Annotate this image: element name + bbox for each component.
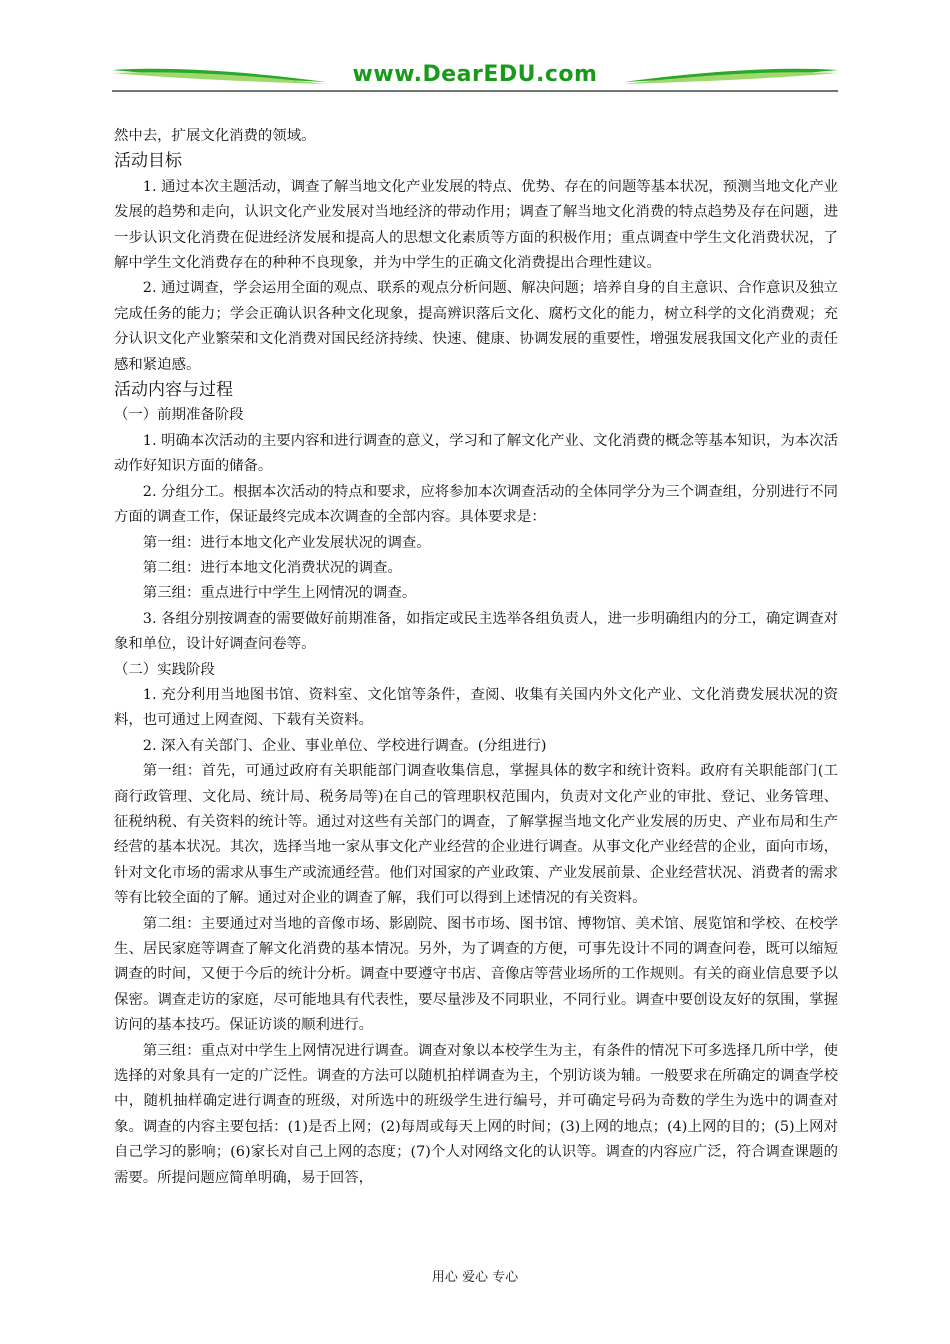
section-heading-process: 活动内容与过程 [114, 380, 233, 401]
paragraph: 第一组：进行本地文化产业发展状况的调查。 [142, 534, 431, 551]
subsection-heading: （二）实践阶段 [114, 661, 215, 678]
paragraph: 1. 充分利用当地图书馆、资料室、文化馆等条件，查阅、收集有关国内外文化产业、文化消费发展状况的资料，也可通过上网查阅、下载有关资料。 [114, 686, 838, 729]
section-heading-goals: 活动目标 [114, 151, 182, 172]
paragraph: 3. 各组分别按调查的需要做好前期准备，如指定或民主选举各组负责人，进一步明确组内的分工，确定调查对象和单位，设计好调查问卷等。 [114, 610, 838, 653]
paragraph: 第一组：首先，可通过政府有关职能部门调查收集信息，掌握具体的数字和统计资料。政府有关职能部门(工商行政管理、文化局、统计局、税务局等)在自己的管理职权范围内，负责对文化产业的审批、登记、业务管理、征税纳税、有关资料的统计等。通过对这些有关部门的调查，了解掌握当地文化产业发展的历史、产业布局和生产经营的基本状况。其次，选择当地一家从事文化产业经营的企业进行调查。从事文化产业经营的企业，面向市场，针对文化市场的需求从事生产或流通经营。他们对国家的产业政策、产业发展前景、企业经营状况、消费者的需求等有比较全面的了解。通过对企业的调查了解，我们可以得到上述情况的有关资料。 [114, 763, 838, 907]
paragraph: 第三组：重点进行中学生上网情况的调查。 [142, 585, 417, 602]
paragraph: 然中去，扩展文化消费的领域。 [114, 128, 316, 144]
page-header [112, 60, 838, 94]
document-body [114, 124, 838, 1191]
paragraph: 第三组：重点对中学生上网情况进行调查。调查对象以本校学生为主，有条件的情况下可多选择几所中学，使选择的对象具有一定的广泛性。调查的方法可以随机拍样调查为主，个别访谈为辅。一般要求在所确定的调查学校中，随机抽样确定进行调查的班级，对所选中的班级学生进行编号，并可确定号码为奇数的学生为选中的调查对象。调查的内容主要包括：(1)是否上网；(2)每周或每天上网的时间；(3)上网的地点；(4)上网的目的；(5)上网对自己学习的影响；(6)家长对自己上网的态度；(7)个人对网络文化的认识等。调查的内容应广泛，符合调查课题的需要。所提问题应简单明确，易于回答， [114, 1042, 838, 1186]
paragraph: 2. 分组分工。根据本次活动的特点和要求，应将参加本次调查活动的全体同学分为三个调查组，分别进行不同方面的调查工作，保证最终完成本次调查的全部内容。具体要求是： [114, 483, 838, 526]
site-logo: www.DearEDU.com [352, 62, 598, 87]
paragraph: 1. 明确本次活动的主要内容和进行调查的意义，学习和了解文化产业、文化消费的概念等基本知识，为本次活动作好知识方面的储备。 [114, 432, 838, 475]
page-footer: 用心 爱心 专心 [431, 1270, 519, 1285]
paragraph: 第二组：进行本地文化消费状况的调查。 [142, 559, 402, 576]
paragraph: 第二组：主要通过对当地的音像市场、影剧院、图书市场、图书馆、博物馆、美术馆、展览馆和学校、在校学生、居民家庭等调查了解文化消费的基本情况。另外，为了调查的方便，可事先设计不同的调查问卷，既可以缩短调查的时间，又便于今后的统计分析。调查中要遵守书店、音像店等营业场所的工作规则。有关的商业信息要予以保密。调查走访的家庭，尽可能地具有代表性，要尽量涉及不同职业，不同行业。调查中要创设友好的氛围，掌握访问的基本技巧。保证访谈的顺利进行。 [114, 915, 838, 1034]
paragraph: 2. 通过调查，学会运用全面的观点、联系的观点分析问题、解决问题；培养自身的自主意识、合作意识及独立完成任务的能力；学会正确认识各种文化现象，提高辨识落后文化、腐朽文化的能力，树立科学的文化消费观；充分认识文化产业繁荣和文化消费对国民经济持续、快速、健康、协调发展的重要性，增强发展我国文化产业的责任感和紧迫感。 [114, 280, 838, 373]
paragraph: 1. 通过本次主题活动，调查了解当地文化产业发展的特点、优势、存在的问题等基本状况，预测当地文化产业发展的趋势和走向，认识文化产业发展对当地经济的带动作用；调查了解当地文化消费的特点趋势及存在问题，进一步认识文化消费在促进经济发展和提高人的思想文化素质等方面的积极作用；重点调查中学生文化消费状况，了解中学生文化消费存在的种种不良现象，并为中学生的正确文化消费提出合理性建议。 [114, 178, 838, 272]
paragraph: 2. 深入有关部门、企业、事业单位、学校进行调查。(分组进行) [142, 737, 547, 754]
subsection-heading: （一）前期准备阶段 [114, 407, 244, 424]
